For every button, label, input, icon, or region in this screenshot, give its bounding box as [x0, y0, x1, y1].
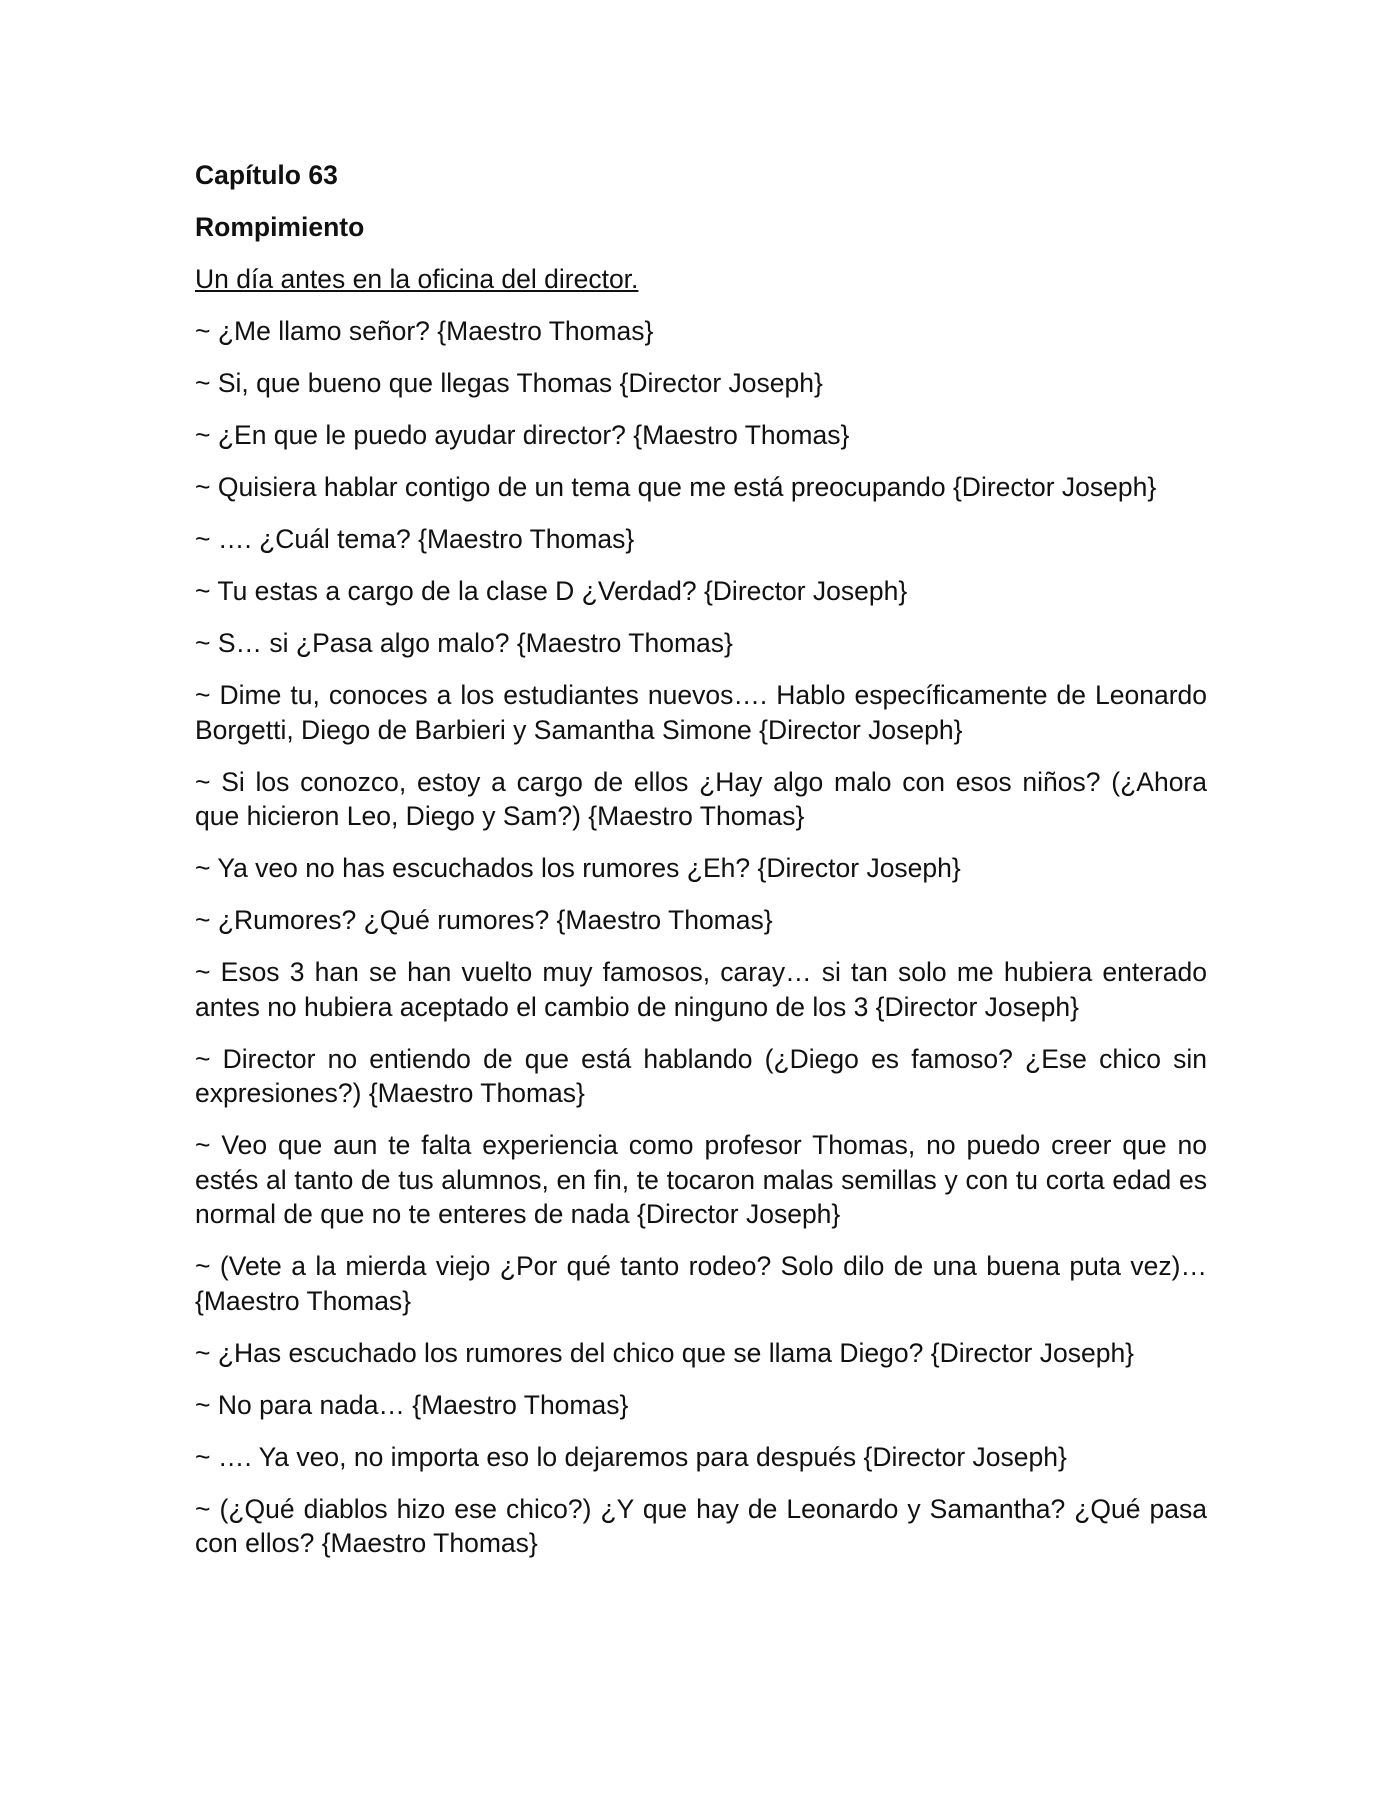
dialogue-line: ~ Ya veo no has escuchados los rumores ¿Eh? {Director Joseph}: [195, 853, 961, 883]
dialogue-line: ~ Quisiera hablar contigo de un tema que me está preocupando {Director Joseph}: [195, 472, 1157, 502]
dialogue-line: ~ Si, que bueno que llegas Thomas {Director Joseph}: [195, 368, 823, 398]
chapter-title: Capítulo 63: [195, 160, 338, 190]
section-title: Rompimiento: [195, 212, 365, 242]
scene-heading: Un día antes en la oficina del director.: [195, 264, 639, 294]
dialogue-line: ~ ¿En que le puedo ayudar director? {Maestro Thomas}: [195, 420, 850, 450]
dialogue-line: ~ ¿Me llamo señor? {Maestro Thomas}: [195, 316, 654, 346]
dialogue-line: ~ Dime tu, conoces a los estudiantes nuevos…. Hablo específicamente de Leonardo Borgetti, Diego de Barbieri y Samantha Simone {Director Joseph}: [195, 680, 1207, 745]
dialogue-line: ~ Veo que aun te falta experiencia como profesor Thomas, no puedo creer que no estés al tanto de tus alumnos, en fin, te tocaron malas semillas y con tu corta edad es normal de que no te enteres de nada {Director Joseph}: [195, 1130, 1207, 1229]
dialogue-line: ~ ¿Has escuchado los rumores del chico que se llama Diego? {Director Joseph}: [195, 1337, 1135, 1368]
dialogue-line: ~ ¿Rumores? ¿Qué rumores? {Maestro Thomas}: [195, 905, 773, 935]
dialogue-line: ~ (¿Qué diablos hizo ese chico?) ¿Y que hay de Leonardo y Samantha? ¿Qué pasa con ellos? {Maestro Thomas}: [195, 1493, 1207, 1558]
dialogue-line: ~ S… si ¿Pasa algo malo? {Maestro Thomas}: [195, 628, 733, 658]
dialogue-line: ~ Tu estas a cargo de la clase D ¿Verdad? {Director Joseph}: [195, 576, 908, 606]
dialogue-line: ~ …. ¿Cuál tema? {Maestro Thomas}: [195, 524, 635, 554]
document-page: [195, 158, 1207, 1578]
dialogue-line: ~ Si los conozco, estoy a cargo de ellos ¿Hay algo malo con esos niños? (¿Ahora que hicieron Leo, Diego y Sam?) {Maestro Thomas}: [195, 766, 1207, 831]
dialogue-line: ~ (Vete a la mierda viejo ¿Por qué tanto rodeo? Solo dilo de una buena puta vez)… {Maestro Thomas}: [195, 1251, 1207, 1316]
dialogue-line: ~ Esos 3 han se han vuelto muy famosos, caray… si tan solo me hubiera enterado antes no hubiera aceptado el cambio de ninguno de los 3 {Director Joseph}: [195, 957, 1207, 1022]
dialogue-line: ~ No para nada… {Maestro Thomas}: [195, 1389, 629, 1420]
dialogue-line: ~ Director no entiendo de que está hablando (¿Diego es famoso? ¿Ese chico sin expresiones?) {Maestro Thomas}: [195, 1043, 1207, 1108]
dialogue-line: ~ …. Ya veo, no importa eso lo dejaremos para después {Director Joseph}: [195, 1441, 1067, 1472]
